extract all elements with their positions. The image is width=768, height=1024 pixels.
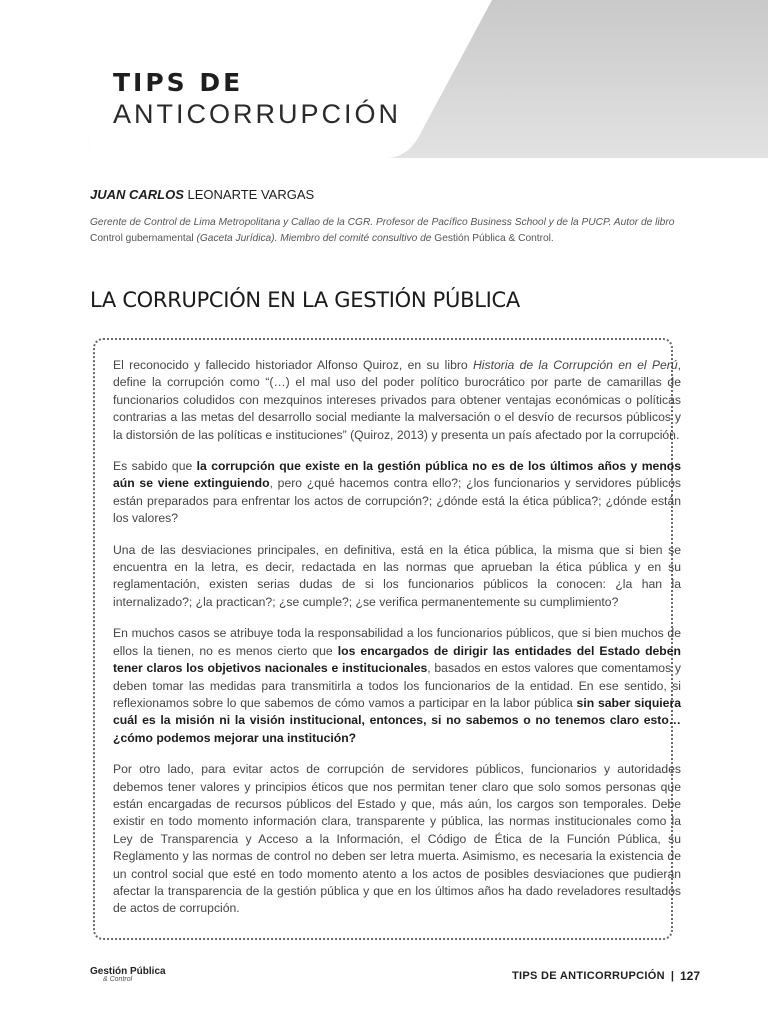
bio-part1: Gerente de Control de Lima Metropolitana y Callao de la CGR. Profesor de Pacífico Business School y de la PUCP. Autor de libro [90,217,675,228]
logo-text-main: Gestión Pública [90,966,166,977]
author-name [90,187,314,202]
paragraph-3: Una de las desviaciones principales, en definitiva, está en la ética pública, la misma que si bien se encuentra en la letra, es decir, redactada en las normas que aprueban la ética pública y en su reglamentación, existen serias dudas de si los funcionarios públicos la conocen: ¿la han la internalizado?; ¿la practican?; ¿se cumple?; ¿se verifica permanentemente su cumplimiento? [113,542,681,609]
author-bio [90,215,710,247]
p4-text-a: En muchos casos se atribuye toda la responsabilidad a los funcionarios públicos, que si bien muchos de ellos la tienen, no es menos cierto que [113,626,681,658]
footer-separator: | [670,970,674,982]
p1-text-a: El reconocido y fallecido historiador Alfonso Quiroz, en su libro [113,358,473,372]
section-title: LA CORRUPCIÓN EN LA GESTIÓN PÚBLICA [90,288,520,312]
paragraph-5: Por otro lado, para evitar actos de corrupción de servidores públicos, funcionarios y autoridades debemos tener valores y principios éticos que nos permitan tener claro que solo somos personas que están encargadas de recursos públicos del Estado y que, más aún, los cargos son temporales. Debe existir en todo momento información clara, transparente y pública, las normas institucionales como la Ley de Transparencia y Acceso a la Información, el Código de Ética de la Función Pública, su Reglamento y las normas de control no deben ser letra muerta. Asimismo, es necesaria la existencia de un control social que esté en todo momento atento a los actos de posibles desviaciones que pudieran afectar la transparencia de la gestión pública y que en los últimos años ha dado reveladores resultados de actos de corrupción. [113,762,681,916]
title-anticorrupcion: ANTICORRUPCIÓN [113,99,402,129]
author-last-name: LEONARTE VARGAS [183,187,315,202]
bio-part4: Gestión Pública & Control. [434,233,554,244]
logo-text-sub: & Control [103,976,133,983]
title-tips-de: TIPS DE [113,68,244,97]
p1-text-c: , define la corrupción como “(…) el mal uso del poder político burocrático por parte de camarillas de funcionarios coludidos con mezquinos intereses privados para obtener ventajas económicas o políticas contrarias a las metas del desarrollo social mediante la malversación o el desvío de recursos públicos y la distorsión de las políticas e instituciones” (Quiroz, 2013) y presenta un país afectado por la corrupción. [113,358,681,442]
bio-part3: (Gaceta Jurídica). Miembro del comité consultivo de [193,233,435,244]
paragraph-2 [113,458,681,528]
paragraph-1 [113,357,681,444]
gestion-publica-logo [90,962,170,986]
p2-text-a: Es sabido que [113,459,197,474]
article-body [113,357,681,932]
footer-section-label: TIPS DE ANTICORRUPCIÓN [512,970,665,982]
p4-text-c: , basados en estos valores que comentamos y deben tomar las medidas para transmitirla a todos los funcionarios de la entidad. En ese sentido, si reflexionamos sobre lo que sabemos de cómo vamos a participar en la labor pública [113,661,681,710]
p4-bold-2: sin saber siquiera cuál es la misión ni la visión institucional, entonces, si no sabemos o no tenemos claro esto… ¿cómo podemos mejorar una institución? [113,695,681,745]
p2-text-c: , pero ¿qué hacemos contra ello?; ¿los funcionarios y servidores públicos están preparados para enfrentar los actos de corrupción?; ¿dónde está la ética pública?; ¿dónde están los valores? [113,476,681,526]
page-header-title [113,68,401,130]
p2-bold: la corrupción que existe en la gestión pública no es de los últimos años y menos aún se viene extinguiendo [113,459,681,491]
bio-part2: Control gubernamental [90,233,194,244]
author-first-name: JUAN CARLOS [90,187,184,202]
p1-book-title: Historia de la Corrupción en el Perú [473,358,678,372]
page-footer [512,969,700,983]
p4-bold-1: los encargados de dirigir las entidades del Estado deben tener claros los objetivos nacionales e institucionales [113,643,681,676]
paragraph-4 [113,625,681,747]
page-number: 127 [679,969,700,983]
